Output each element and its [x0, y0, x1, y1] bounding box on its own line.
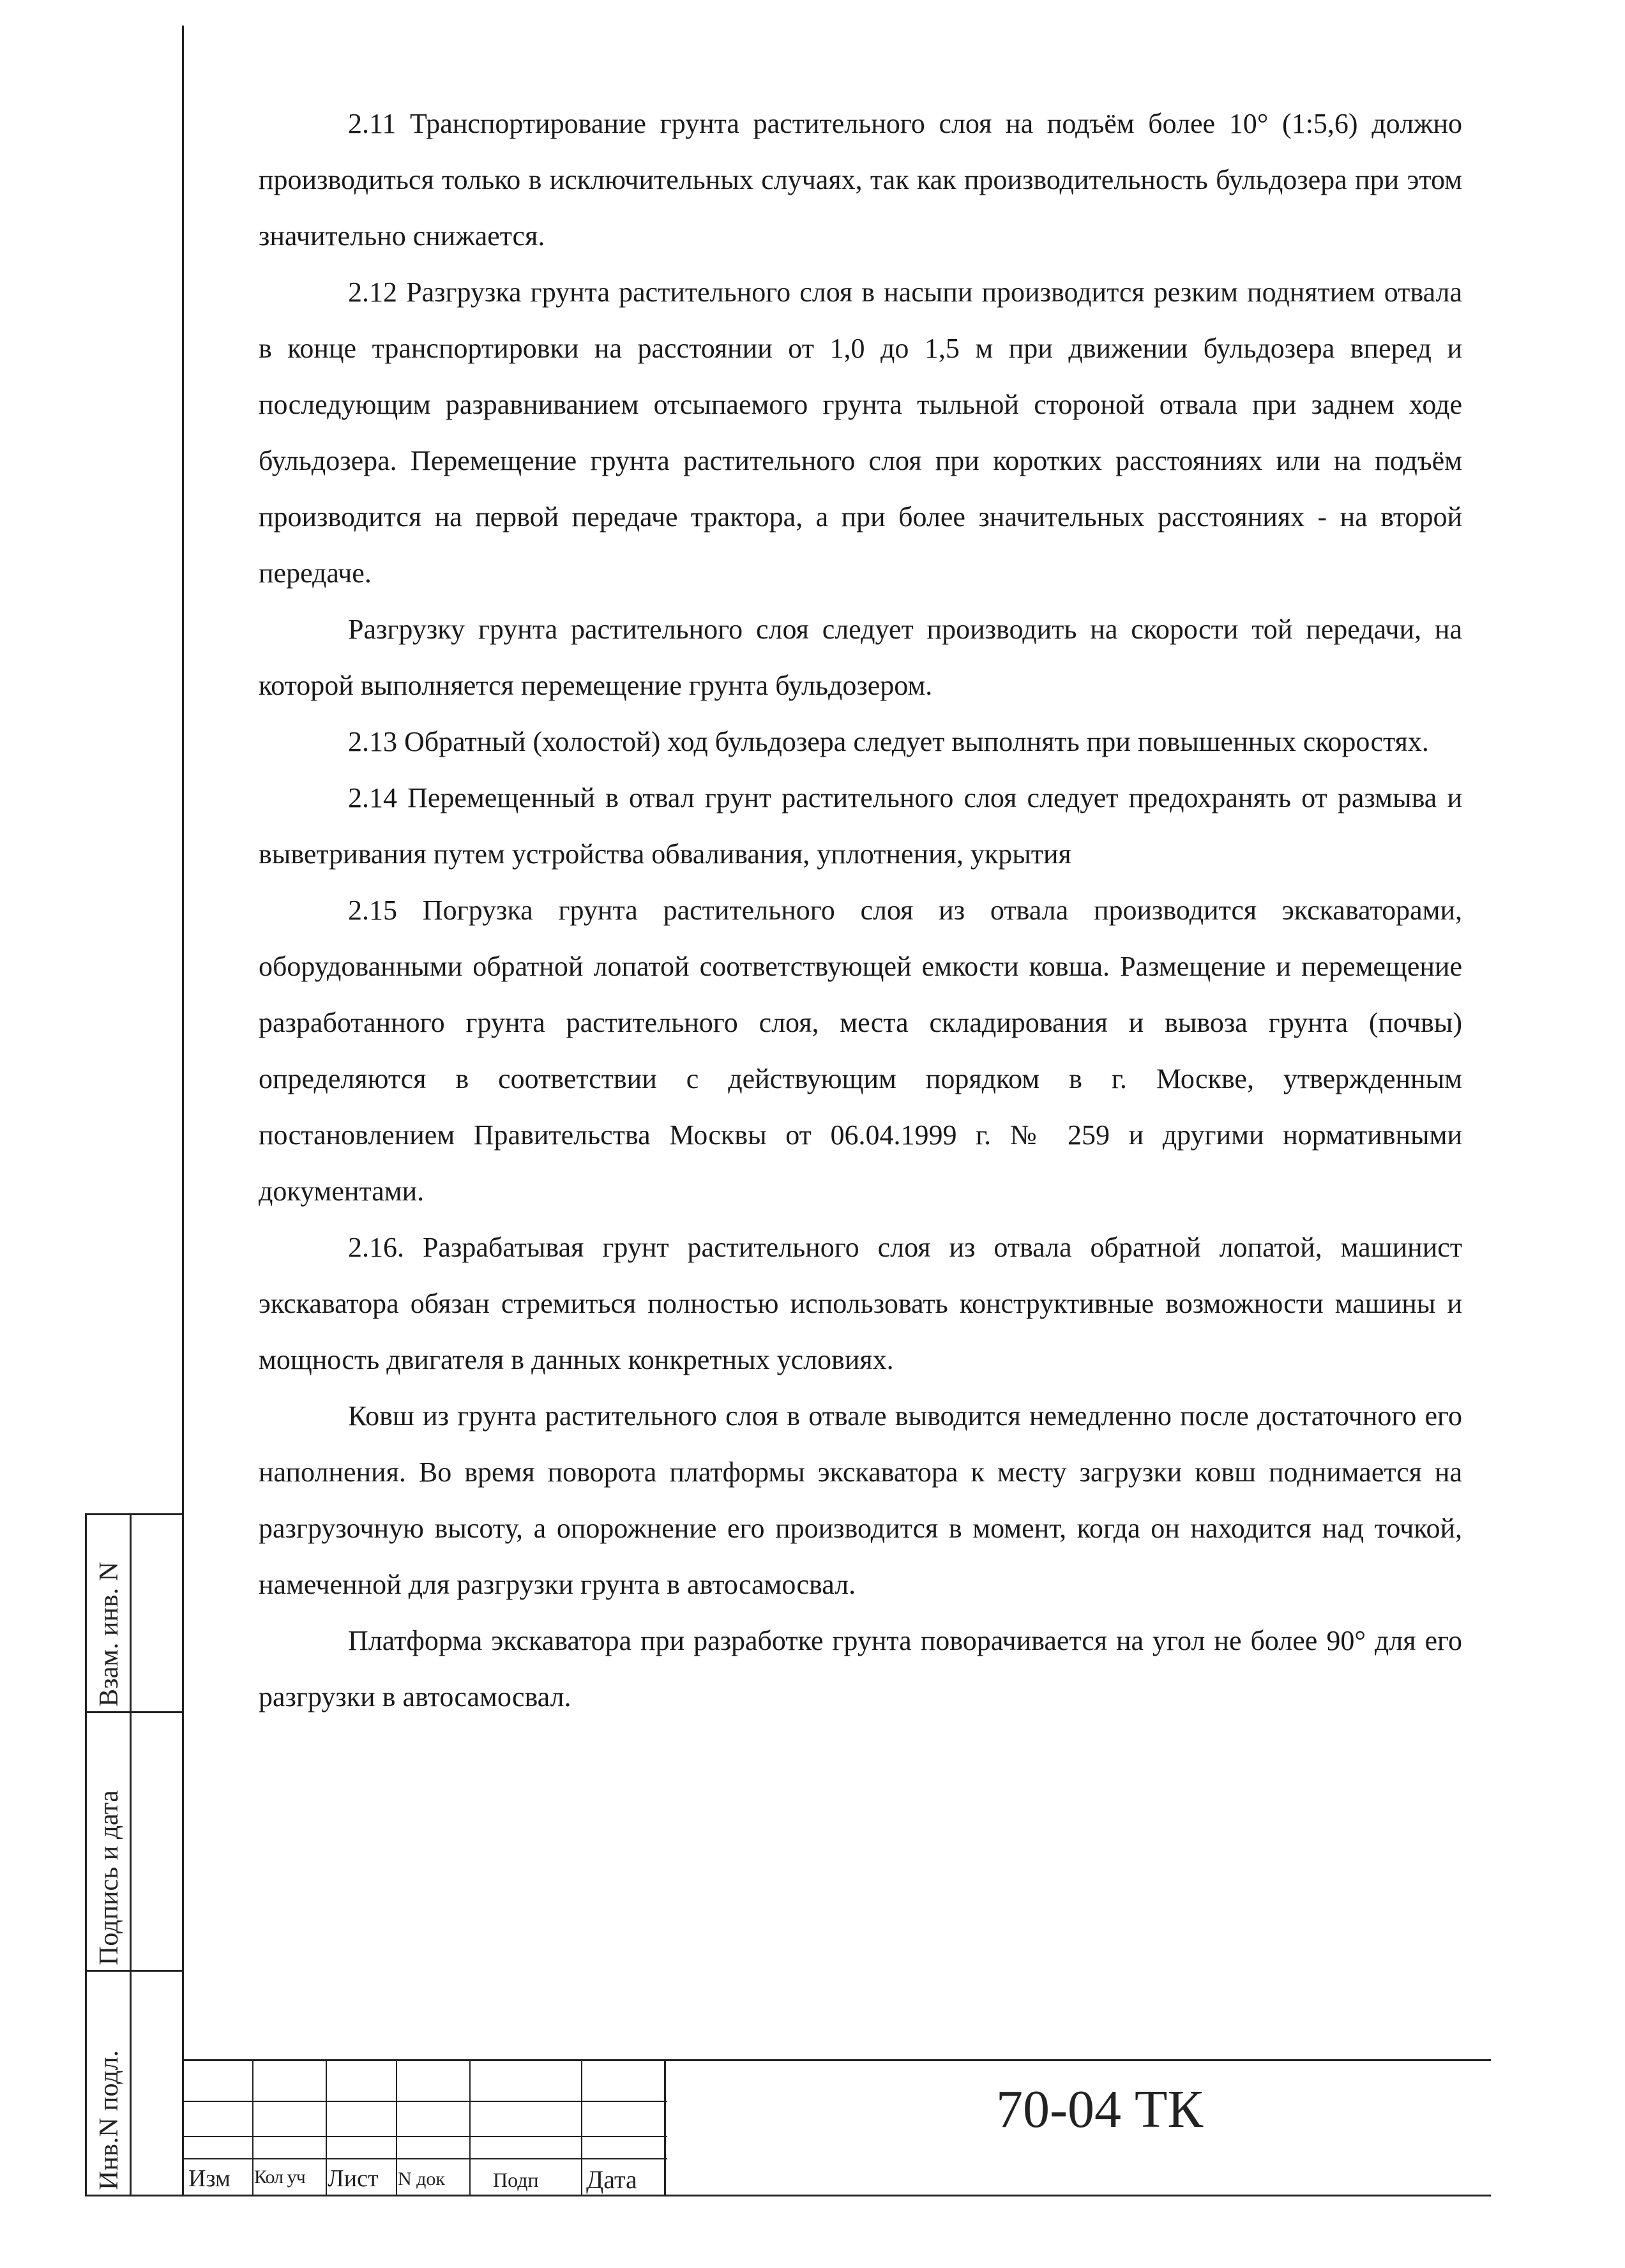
- title-block-label-izm: Изм: [188, 2165, 231, 2192]
- title-block-label-data: Дата: [586, 2165, 637, 2194]
- side-stamp-podpis-data-label: Подпись и дата: [94, 1790, 124, 1965]
- side-stamp-podpis-data: [86, 1713, 128, 1970]
- title-block-col-line-1: [252, 2059, 253, 2195]
- title-block-label-n-dok: N док: [398, 2168, 446, 2189]
- body-text: [259, 96, 1462, 1725]
- title-block-label-list: Лист: [328, 2165, 379, 2192]
- paragraph-unloading: Разгрузку грунта растительного слоя следует производить на скорости той передачи, на которой выполняется перемещение грунта бульдозером.: [259, 614, 1462, 701]
- side-stamp-mid-line: [130, 1513, 132, 2196]
- title-block-bottom-line: [182, 2195, 1491, 2196]
- title-block-top-line: [182, 2059, 1491, 2061]
- paragraph-bucket: Ковш из грунта растительного слоя в отвале выводится немедленно после достаточного его наполнения. Во время поворота платформы экскаватора к месту загрузки ковш поднимается на разгрузочную высоту, а опорожнение его производится в момент, когда он находится над точкой, намеченной для разгрузки грунта в автосамосвал.: [259, 1400, 1462, 1600]
- title-block-col-line-2: [326, 2059, 327, 2195]
- side-stamp-inv-podl-label: Инв.N подл.: [94, 2050, 124, 2190]
- paragraph-2-14: 2.14 Перемещенный в отвал грунт растительного слоя следует предохранять от размыва и выветривания путем устройства обваливания, уплотнения, укрытия: [259, 782, 1462, 870]
- paragraph-platform: Платформа экскаватора при разработке грунта поворачивается на угол не более 90° для его разгрузки в автосамосвал.: [259, 1625, 1462, 1712]
- side-stamp-vzam-inv: [86, 1515, 128, 1711]
- paragraph-2-16: 2.16. Разрабатывая грунт растительного слоя из отвала обратной лопатой, машинист экскаватора обязан стремиться полностью использовать конструктивные возможности машины и мощность двигателя в данных конкретных условиях.: [259, 1232, 1462, 1375]
- title-block-row-line-1: [182, 2101, 667, 2102]
- title-block-row-line-2: [182, 2136, 667, 2137]
- side-stamp-vzam-inv-label: Взам. инв. N: [94, 1562, 124, 1707]
- title-block-label-podp: Подп: [493, 2168, 539, 2191]
- left-margin-line: [182, 26, 184, 2196]
- paragraph-2-12: 2.12 Разгрузка грунта растительного слоя в насыпи производится резким поднятием отвала в конце транспортировки на расстоянии от 1,0 до 1,5 м при движении бульдозера вперед и последующим разравниванием отсыпаемого грунта тыльной стороной отвала при заднем ходе бульдозера. Перемещение грунта растительного слоя при коротких расстояниях или на подъём производится на первой передаче трактора, а при более значительных расстояниях - на второй передаче.: [259, 276, 1462, 589]
- title-block-row-line-3: [182, 2158, 667, 2159]
- title-block-col-line-6: [664, 2059, 666, 2195]
- paragraph-2-15: 2.15 Погрузка грунта растительного слоя из отвала производится экскаваторами, оборудованными обратной лопатой соответствующей емкости ковша. Размещение и перемещение разработанного грунта растительного слоя, места складирования и вывоза грунта (почвы) определяются в соответствии с действующим порядком в г. Москве, утвержденным постановлением Правительства Москвы от 06.04.1999 г. № 259 и другими нормативными документами.: [259, 895, 1462, 1207]
- side-stamp-bottom-line: [85, 2195, 184, 2196]
- title-block-col-line-4: [469, 2059, 471, 2195]
- paragraph-2-13: 2.13 Обратный (холостой) ход бульдозера следует выполнять при повышенных скоростях.: [348, 726, 1429, 757]
- title-block-col-line-5: [581, 2059, 582, 2195]
- title-block-label-kol-uch: Кол уч: [254, 2166, 305, 2188]
- side-stamp-inv-podl: [86, 1972, 128, 2195]
- paragraph-2-11: 2.11 Транспортирование грунта растительного слоя на подъём более 10° (1:5,6) должно производиться только в исключительных случаях, так как производительность бульдозера при этом значительно снижается.: [259, 108, 1462, 252]
- document-code: 70-04 ТК: [996, 2080, 1204, 2139]
- title-block-col-line-3: [396, 2059, 397, 2195]
